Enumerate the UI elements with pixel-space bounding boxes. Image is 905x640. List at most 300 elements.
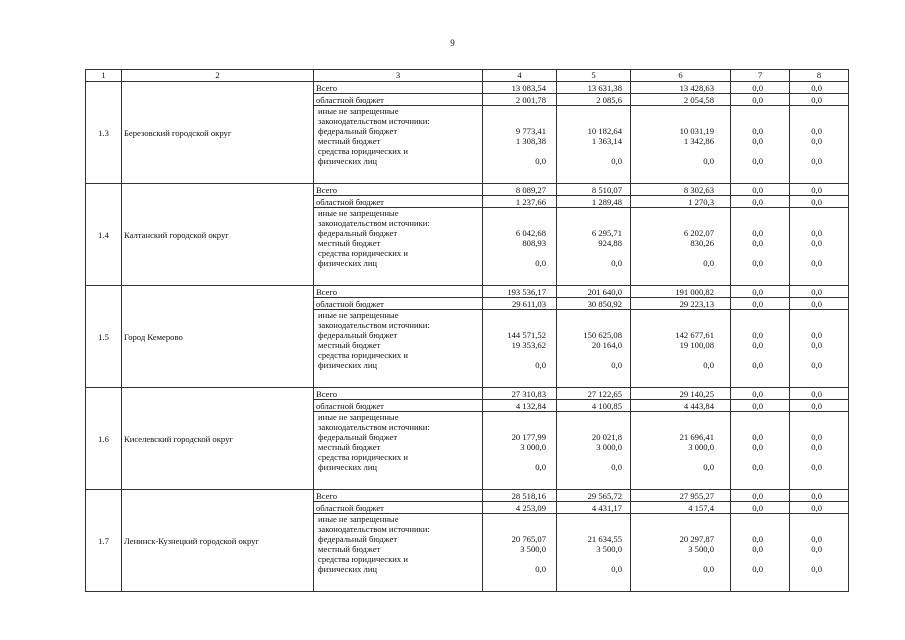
regional-value — [483, 94, 557, 106]
cell-value: 13 631,38 — [587, 82, 622, 93]
blank-line — [792, 422, 846, 432]
other-sources-values — [631, 412, 731, 490]
cell-value: 6 202,07 — [683, 228, 714, 238]
blank-line — [792, 452, 846, 462]
district-number: 1.6 — [86, 388, 122, 490]
blank-line — [559, 106, 628, 116]
cell-value: местный бюджет — [318, 136, 381, 146]
cell-value: 0,0 — [752, 156, 763, 166]
blank-line — [485, 554, 554, 564]
cell-value: 0,0 — [811, 228, 822, 238]
cell-value: 0,0 — [811, 136, 822, 146]
district-name: Березовский городской округ — [122, 82, 314, 184]
cell-value: 2 085,6 — [596, 94, 622, 105]
cell-value: 150 625,08 — [583, 330, 622, 340]
cell-value: 0,0 — [535, 564, 546, 574]
cell-value: средства юридических и — [318, 248, 408, 258]
cell-value: федеральный бюджет — [318, 126, 398, 136]
blank-line — [559, 524, 628, 534]
cell-value: федеральный бюджет — [318, 432, 398, 442]
cell-value: 0,0 — [703, 564, 714, 574]
blank-line — [633, 320, 728, 330]
cell-value: 1 289,48 — [591, 196, 622, 207]
cell-value: 0,0 — [611, 258, 622, 268]
total-value — [483, 286, 557, 298]
cell-value: 0,0 — [811, 400, 822, 411]
blank-line — [559, 208, 628, 218]
district-total-row — [86, 82, 849, 94]
total-value — [557, 286, 631, 298]
cell-value: 10 031,19 — [679, 126, 714, 136]
other-sources-values — [790, 106, 849, 184]
cell-value: законодательством источники: — [318, 320, 430, 330]
cell-value: 3 000,0 — [596, 442, 622, 452]
cell-value: 0,0 — [611, 462, 622, 472]
cell-value: 1 270,3 — [688, 196, 714, 207]
row-label-total: Всего — [314, 388, 483, 400]
row-label-other-sources — [314, 106, 483, 184]
cell-value: 0,0 — [752, 258, 763, 268]
blank-line — [485, 248, 554, 258]
blank-line — [792, 554, 846, 564]
header-cell: 8 — [790, 70, 849, 82]
regional-value — [790, 196, 849, 208]
blank-line — [485, 320, 554, 330]
other-sources-values — [631, 310, 731, 388]
regional-value — [483, 400, 557, 412]
blank-line — [633, 116, 728, 126]
cell-value: 0,0 — [811, 82, 822, 93]
cell-value: 3 000,0 — [520, 442, 546, 452]
regional-value — [790, 298, 849, 310]
blank-line — [633, 208, 728, 218]
blank-line — [485, 514, 554, 524]
cell-value: 1 342,86 — [683, 136, 714, 146]
district-total-row — [86, 388, 849, 400]
cell-value: 27 122,65 — [587, 388, 622, 399]
blank-line — [792, 524, 846, 534]
cell-value: 830,26 — [690, 238, 714, 248]
row-label-total: Всего — [314, 490, 483, 502]
cell-value: иные не запрещенные — [318, 310, 399, 320]
cell-value: 0,0 — [752, 564, 763, 574]
regional-value — [790, 502, 849, 514]
other-sources-values — [731, 412, 790, 490]
cell-value: 924,88 — [598, 238, 622, 248]
blank-line — [792, 248, 846, 258]
cell-value: 0,0 — [752, 544, 763, 554]
blank-line — [792, 320, 846, 330]
cell-value: 29 140,25 — [679, 388, 714, 399]
cell-value: физических лиц — [318, 156, 378, 166]
district-total-row — [86, 490, 849, 502]
cell-value: 0,0 — [811, 564, 822, 574]
header-cell: 4 — [483, 70, 557, 82]
cell-value: 1 308,38 — [515, 136, 546, 146]
cell-value: законодательством источники: — [318, 524, 430, 534]
cell-value: 3 500,0 — [688, 544, 714, 554]
other-sources-values — [790, 412, 849, 490]
cell-value: 0,0 — [811, 330, 822, 340]
blank-line — [792, 218, 846, 228]
cell-value: 0,0 — [752, 388, 763, 399]
cell-value: 0,0 — [811, 360, 822, 370]
cell-value: 30 850,92 — [587, 298, 622, 309]
cell-value: 8 089,27 — [515, 184, 546, 195]
cell-value: законодательством источники: — [318, 116, 430, 126]
blank-line — [559, 320, 628, 330]
cell-value: 27 310,83 — [511, 388, 546, 399]
other-sources-values — [790, 310, 849, 388]
district-number: 1.7 — [86, 490, 122, 592]
blank-line — [633, 412, 728, 422]
cell-value: 0,0 — [811, 184, 822, 195]
regional-value — [557, 94, 631, 106]
total-value — [483, 82, 557, 94]
other-sources-values — [790, 514, 849, 592]
cell-value: 0,0 — [752, 184, 763, 195]
cell-value: 0,0 — [811, 258, 822, 268]
other-sources-values — [557, 310, 631, 388]
cell-value: федеральный бюджет — [318, 330, 398, 340]
row-label-total: Всего — [314, 286, 483, 298]
regional-value — [731, 502, 790, 514]
blank-line — [792, 146, 846, 156]
cell-value: 6 042,68 — [515, 228, 546, 238]
district-number: 1.4 — [86, 184, 122, 286]
cell-value: 0,0 — [752, 196, 763, 207]
blank-line — [733, 320, 787, 330]
blank-line — [485, 350, 554, 360]
cell-value: 0,0 — [811, 490, 822, 501]
header-row — [86, 70, 849, 82]
blank-line — [559, 116, 628, 126]
cell-value: 2 001,78 — [515, 94, 546, 105]
regional-value — [483, 502, 557, 514]
cell-value: 201 640,0 — [587, 286, 622, 297]
blank-line — [733, 452, 787, 462]
cell-value: 0,0 — [535, 462, 546, 472]
cell-value: 0,0 — [611, 564, 622, 574]
header-cell: 6 — [631, 70, 731, 82]
blank-line — [485, 146, 554, 156]
blank-line — [792, 106, 846, 116]
cell-value: средства юридических и — [318, 554, 408, 564]
blank-line — [559, 248, 628, 258]
cell-value: 0,0 — [752, 534, 763, 544]
cell-value: 3 500,0 — [596, 544, 622, 554]
regional-value — [631, 400, 731, 412]
header-cell: 3 — [314, 70, 483, 82]
cell-value: 0,0 — [811, 462, 822, 472]
cell-value: 144 571,52 — [507, 330, 546, 340]
blank-line — [733, 514, 787, 524]
blank-line — [792, 514, 846, 524]
cell-value: физических лиц — [318, 360, 378, 370]
cell-value: федеральный бюджет — [318, 228, 398, 238]
blank-line — [559, 422, 628, 432]
other-sources-values — [483, 412, 557, 490]
other-sources-values — [557, 106, 631, 184]
cell-value: 193 536,17 — [507, 286, 546, 297]
other-sources-values — [557, 412, 631, 490]
blank-line — [485, 106, 554, 116]
blank-line — [792, 412, 846, 422]
regional-value — [790, 400, 849, 412]
district-name: Калтанский городской округ — [122, 184, 314, 286]
blank-line — [559, 310, 628, 320]
blank-line — [485, 208, 554, 218]
cell-value: 20 177,99 — [511, 432, 546, 442]
cell-value: 0,0 — [811, 126, 822, 136]
cell-value: средства юридических и — [318, 350, 408, 360]
cell-value: 20 765,07 — [511, 534, 546, 544]
cell-value: 0,0 — [811, 196, 822, 207]
total-value — [557, 82, 631, 94]
row-label-regional: областной бюджет — [314, 502, 483, 514]
district-name: Киселевский городской округ — [122, 388, 314, 490]
row-label-regional: областной бюджет — [314, 400, 483, 412]
header-cell: 7 — [731, 70, 790, 82]
district-number: 1.5 — [86, 286, 122, 388]
total-value — [631, 82, 731, 94]
cell-value: местный бюджет — [318, 238, 381, 248]
blank-line — [633, 524, 728, 534]
total-value — [483, 490, 557, 502]
total-value — [557, 388, 631, 400]
cell-value: 6 295,71 — [591, 228, 622, 238]
district-total-row — [86, 184, 849, 196]
blank-line — [485, 422, 554, 432]
blank-line — [633, 452, 728, 462]
row-label-total: Всего — [314, 82, 483, 94]
cell-value: 4 443,84 — [683, 400, 714, 411]
cell-value: 28 518,16 — [511, 490, 546, 501]
cell-value: 4 132,84 — [515, 400, 546, 411]
blank-line — [733, 208, 787, 218]
blank-line — [485, 524, 554, 534]
cell-value: 0,0 — [752, 502, 763, 513]
cell-value: 21 634,55 — [587, 534, 622, 544]
row-label-regional: областной бюджет — [314, 298, 483, 310]
blank-line — [633, 146, 728, 156]
blank-line — [559, 514, 628, 524]
blank-line — [633, 422, 728, 432]
budget-table — [85, 69, 849, 592]
regional-value — [483, 298, 557, 310]
regional-value — [731, 400, 790, 412]
cell-value: 0,0 — [752, 360, 763, 370]
blank-line — [559, 218, 628, 228]
district-name: Ленинск-Кузнецкий городской округ — [122, 490, 314, 592]
cell-value: 29 611,03 — [511, 298, 546, 309]
cell-value: 0,0 — [752, 238, 763, 248]
other-sources-values — [483, 514, 557, 592]
cell-value: 10 182,64 — [587, 126, 622, 136]
cell-value: местный бюджет — [318, 442, 381, 452]
cell-value: 0,0 — [752, 400, 763, 411]
blank-line — [633, 514, 728, 524]
other-sources-values — [483, 208, 557, 286]
blank-line — [733, 248, 787, 258]
cell-value: 0,0 — [811, 94, 822, 105]
blank-line — [559, 554, 628, 564]
other-sources-values — [631, 208, 731, 286]
row-label-total: Всего — [314, 184, 483, 196]
district-name: Город Кемерово — [122, 286, 314, 388]
other-sources-values — [631, 106, 731, 184]
cell-value: иные не запрещенные — [318, 514, 399, 524]
blank-line — [792, 310, 846, 320]
header-cell: 5 — [557, 70, 631, 82]
cell-value: 191 000,82 — [675, 286, 714, 297]
cell-value: 13 428,63 — [679, 82, 714, 93]
regional-value — [557, 298, 631, 310]
blank-line — [792, 208, 846, 218]
total-value — [731, 184, 790, 196]
cell-value: физических лиц — [318, 564, 378, 574]
regional-value — [557, 196, 631, 208]
cell-value: 20 164,0 — [591, 340, 622, 350]
blank-line — [485, 218, 554, 228]
cell-value: 0,0 — [811, 286, 822, 297]
total-value — [631, 184, 731, 196]
total-value — [483, 388, 557, 400]
other-sources-values — [557, 514, 631, 592]
cell-value: 0,0 — [811, 238, 822, 248]
blank-line — [733, 106, 787, 116]
regional-value — [631, 502, 731, 514]
district-total-row — [86, 286, 849, 298]
cell-value: физических лиц — [318, 258, 378, 268]
page-number: 9 — [450, 38, 455, 48]
cell-value: 0,0 — [811, 442, 822, 452]
cell-value: 1 363,14 — [591, 136, 622, 146]
regional-value — [557, 502, 631, 514]
blank-line — [633, 554, 728, 564]
total-value — [557, 184, 631, 196]
blank-line — [792, 350, 846, 360]
cell-value: 0,0 — [752, 330, 763, 340]
blank-line — [792, 116, 846, 126]
total-value — [731, 388, 790, 400]
cell-value: 0,0 — [752, 82, 763, 93]
cell-value: 0,0 — [703, 156, 714, 166]
district-number: 1.3 — [86, 82, 122, 184]
cell-value: 0,0 — [752, 126, 763, 136]
blank-line — [633, 310, 728, 320]
regional-value — [557, 400, 631, 412]
cell-value: 0,0 — [752, 286, 763, 297]
header-cell: 1 — [86, 70, 122, 82]
blank-line — [733, 116, 787, 126]
total-value — [731, 490, 790, 502]
total-value — [483, 184, 557, 196]
other-sources-values — [483, 310, 557, 388]
cell-value: 808,93 — [522, 238, 546, 248]
cell-value: средства юридических и — [318, 146, 408, 156]
cell-value: 0,0 — [752, 462, 763, 472]
regional-value — [483, 196, 557, 208]
row-label-regional: областной бюджет — [314, 94, 483, 106]
blank-line — [733, 310, 787, 320]
cell-value: 0,0 — [752, 228, 763, 238]
regional-value — [631, 94, 731, 106]
cell-value: 0,0 — [752, 94, 763, 105]
regional-value — [631, 196, 731, 208]
other-sources-values — [790, 208, 849, 286]
cell-value: 3 000,0 — [688, 442, 714, 452]
cell-value: 0,0 — [811, 298, 822, 309]
row-label-other-sources — [314, 310, 483, 388]
cell-value: 4 253,09 — [515, 502, 546, 513]
blank-line — [633, 350, 728, 360]
cell-value: 4 157,4 — [688, 502, 714, 513]
regional-value — [731, 196, 790, 208]
cell-value: 3 500,0 — [520, 544, 546, 554]
other-sources-values — [631, 514, 731, 592]
blank-line — [559, 146, 628, 156]
blank-line — [733, 524, 787, 534]
cell-value: 0,0 — [811, 340, 822, 350]
cell-value: 142 677,61 — [675, 330, 714, 340]
blank-line — [733, 422, 787, 432]
cell-value: 0,0 — [811, 502, 822, 513]
row-label-other-sources — [314, 514, 483, 592]
regional-value — [731, 94, 790, 106]
cell-value: 21 696,41 — [679, 432, 714, 442]
blank-line — [559, 412, 628, 422]
row-label-regional: областной бюджет — [314, 196, 483, 208]
cell-value: 0,0 — [752, 490, 763, 501]
cell-value: 0,0 — [611, 156, 622, 166]
total-value — [790, 286, 849, 298]
blank-line — [485, 452, 554, 462]
blank-line — [733, 350, 787, 360]
cell-value: 0,0 — [535, 258, 546, 268]
cell-value: 0,0 — [811, 544, 822, 554]
cell-value: 0,0 — [752, 432, 763, 442]
cell-value: 0,0 — [703, 360, 714, 370]
cell-value: 2 054,58 — [683, 94, 714, 105]
cell-value: законодательством источники: — [318, 218, 430, 228]
cell-value: 1 237,66 — [515, 196, 546, 207]
blank-line — [633, 106, 728, 116]
blank-line — [633, 248, 728, 258]
cell-value: 0,0 — [752, 298, 763, 309]
cell-value: 20 021,8 — [591, 432, 622, 442]
blank-line — [485, 116, 554, 126]
blank-line — [485, 412, 554, 422]
total-value — [631, 286, 731, 298]
cell-value: 0,0 — [811, 388, 822, 399]
total-value — [790, 82, 849, 94]
cell-value: местный бюджет — [318, 340, 381, 350]
total-value — [790, 490, 849, 502]
cell-value: иные не запрещенные — [318, 412, 399, 422]
cell-value: 0,0 — [752, 442, 763, 452]
cell-value: 8 510,07 — [591, 184, 622, 195]
cell-value: 29 223,13 — [679, 298, 714, 309]
regional-value — [790, 94, 849, 106]
other-sources-values — [731, 514, 790, 592]
blank-line — [733, 554, 787, 564]
total-value — [557, 490, 631, 502]
total-value — [790, 388, 849, 400]
cell-value: 20 297,87 — [679, 534, 714, 544]
row-label-other-sources — [314, 208, 483, 286]
cell-value: 0,0 — [535, 156, 546, 166]
